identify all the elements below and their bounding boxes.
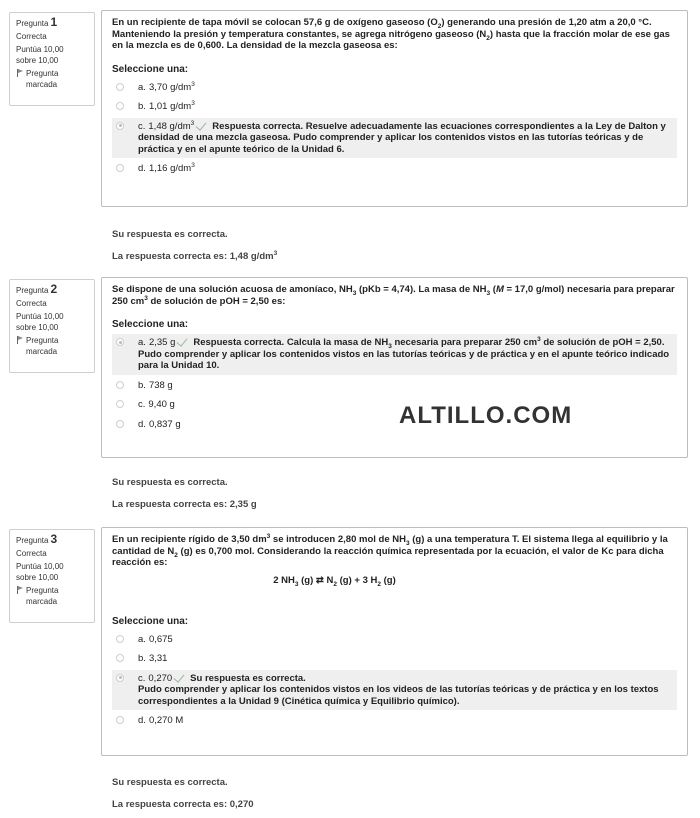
question-number: Pregunta 3 — [16, 532, 58, 546]
question-number: Pregunta 1 — [16, 15, 58, 29]
radio-button-checked[interactable] — [116, 674, 124, 682]
correct-answer-text: La respuesta correcta es: 1,48 $g/dm^3$ — [112, 249, 278, 262]
radio-button-checked[interactable] — [116, 122, 124, 130]
answer-feedback: Respuesta correcta. Calcula la masa de $NH_3$ necesaria para preparar 250 $cm^3$ de solución de pOH = 2,50. Pudo comprender y aplicar los contenidos vistos en las tutorías teóricas y de práctica y en el apunte teórico indicado para la Unidad 10. — [138, 335, 670, 371]
question-number: Pregunta 2 — [16, 282, 58, 296]
question-content-1 — [101, 10, 688, 207]
question-outcome-2 — [112, 477, 257, 511]
question-content-3 — [101, 527, 688, 756]
answer-option[interactable]: c. 9,40 g — [112, 396, 677, 414]
checkmark-icon — [196, 119, 207, 131]
question-info-1 — [9, 12, 95, 106]
question-grade: Puntúa 10,00 sobre 10,00 — [16, 562, 64, 582]
question-grade: Puntúa 10,00 sobre 10,00 — [16, 45, 64, 65]
radio-button[interactable] — [116, 83, 124, 91]
answer-option[interactable]: a. 3,70 $g/dm^3$ — [112, 79, 677, 97]
radio-button[interactable] — [116, 716, 124, 724]
radio-button[interactable] — [116, 420, 124, 428]
answer-feedback: Respuesta correcta. Resuelve adecuadamente las ecuaciones correspondientes a la Ley de Dalton y densidad de una mezcla gaseosa. Pudo comprender y aplicar los contenidos vistos en las tutorías teóricas y de práctica y en el apunte teórico de la Unidad 6. — [138, 120, 666, 155]
question-text: En un recipiente rígido de 3,50 $dm^3$ se introducen 2,80 mol de $NH_3$ (g) a una temperatura T. El sistema llega al equilibrio y la cantidad de $N_2$ (g) es 0,700 mol. Considerando la reacción química representada por la ecuación, el valor de Kc para dicha reacción es: — [112, 532, 668, 568]
question-outcome-1 — [112, 229, 277, 263]
question-state: Correcta — [16, 549, 47, 558]
question-info-3 — [9, 529, 95, 623]
outcome-status: Su respuesta es correcta. — [112, 477, 228, 488]
question-info-2 — [9, 279, 95, 373]
answer-option[interactable]: d. 0,837 g — [112, 416, 677, 434]
answer-option[interactable]: b. 3,31 — [112, 650, 677, 668]
question-content-2 — [101, 277, 688, 458]
radio-button[interactable] — [116, 654, 124, 662]
answer-option-selected[interactable]: a. 2,35 g Respuesta correcta. Calcula la masa de $NH_3$ necesaria para preparar 250 $cm^3$ de solución de pOH = 2,50. Pudo comprender y aplicar los contenidos vistos en las tutorías teóricas y de práctica y en el apunte teórico indicado para la Unidad 10. — [112, 334, 677, 375]
radio-button[interactable] — [116, 381, 124, 389]
chemical-equation: 2 $NH_3$ (g) ⇄ $N_2$ (g) + 3 $H_2$ (g) — [273, 574, 396, 588]
checkmark-icon — [177, 336, 188, 348]
question-grade: Puntúa 10,00 sobre 10,00 — [16, 312, 64, 332]
question-text: En un recipiente de tapa móvil se colocan 57,6 g de oxígeno gaseoso $(O_2)$ generando una presión de 1,20 atm a 20,0 °C. Manteniendo la presión y temperatura constantes, se agrega nitrógeno gaseoso $(N_2)$ hasta que la fracción molar de ese gas en la mezcla es de 0,600. La densidad de la mezcla gaseosa es: — [112, 17, 670, 51]
question-text: Se dispone de una solución acuosa de amoníaco, $NH_3$ (pKb = 4,74). La masa de $NH_3$ (M = 17,0 g/mol) necesaria para preparar 250 $cm^3$ de solución de pOH = 2,50 es: — [112, 284, 675, 307]
outcome-status: Su respuesta es correcta. — [112, 229, 228, 240]
answer-option[interactable]: d. 1,16 $g/dm^3$ — [112, 160, 677, 178]
answer-option[interactable]: a. 0,675 — [112, 631, 677, 649]
correct-answer-text: La respuesta correcta es: 2,35 g — [112, 499, 257, 510]
answer-prompt: Seleccione una: — [112, 615, 189, 627]
flag-question-link[interactable]: Pregunta marcada — [16, 585, 88, 607]
answer-option-selected[interactable]: c. 0,270 Su respuesta es correcta. Pudo comprender y aplicar los contenidos vistos en los videos de las tutorías teóricas y de práctica y en los textos correspondientes a la Unidad 9 (Cinética química y Equilibrio químico). — [112, 670, 677, 711]
answer-feedback: Pudo comprender y aplicar los contenidos vistos en los videos de las tutorías teóricas y de práctica y en los textos correspondientes a la Unidad 9 (Cinética química y Equilibrio químico). — [138, 684, 659, 707]
outcome-status: Su respuesta es correcta. — [112, 777, 228, 788]
watermark-text: ALTILLO.COM — [399, 402, 573, 429]
question-outcome-3 — [112, 777, 254, 811]
answer-option[interactable]: d. 0,270 M — [112, 712, 677, 730]
flag-question-link[interactable]: Pregunta marcada — [16, 335, 88, 357]
question-state: Correcta — [16, 32, 47, 41]
radio-button-checked[interactable] — [116, 338, 124, 346]
radio-button[interactable] — [116, 164, 124, 172]
answer-option[interactable]: b. 738 g — [112, 377, 677, 395]
flag-icon — [16, 69, 23, 77]
flag-question-link[interactable]: Pregunta marcada — [16, 68, 88, 90]
answer-feedback-title: Su respuesta es correcta. — [190, 672, 306, 684]
checkmark-icon — [174, 671, 185, 683]
answer-option-selected[interactable]: c. 1,48 $g/dm^3$ Respuesta correcta. Resuelve adecuadamente las ecuaciones correspondientes a la Ley de Dalton y densidad de una mezcla gaseosa. Pudo comprender y aplicar los contenidos vistos en las tutorías teóricas y de práctica y en el apunte teórico de la Unidad 6. — [112, 118, 677, 159]
radio-button[interactable] — [116, 400, 124, 408]
radio-button[interactable] — [116, 635, 124, 643]
correct-answer-text: La respuesta correcta es: 0,270 — [112, 799, 254, 810]
answer-prompt: Seleccione una: — [112, 63, 189, 75]
answer-option[interactable]: b. 1,01 $g/dm^3$ — [112, 98, 677, 116]
radio-button[interactable] — [116, 102, 124, 110]
flag-icon — [16, 336, 23, 344]
answer-prompt: Seleccione una: — [112, 319, 189, 330]
flag-icon — [16, 586, 23, 594]
question-state: Correcta — [16, 299, 47, 308]
